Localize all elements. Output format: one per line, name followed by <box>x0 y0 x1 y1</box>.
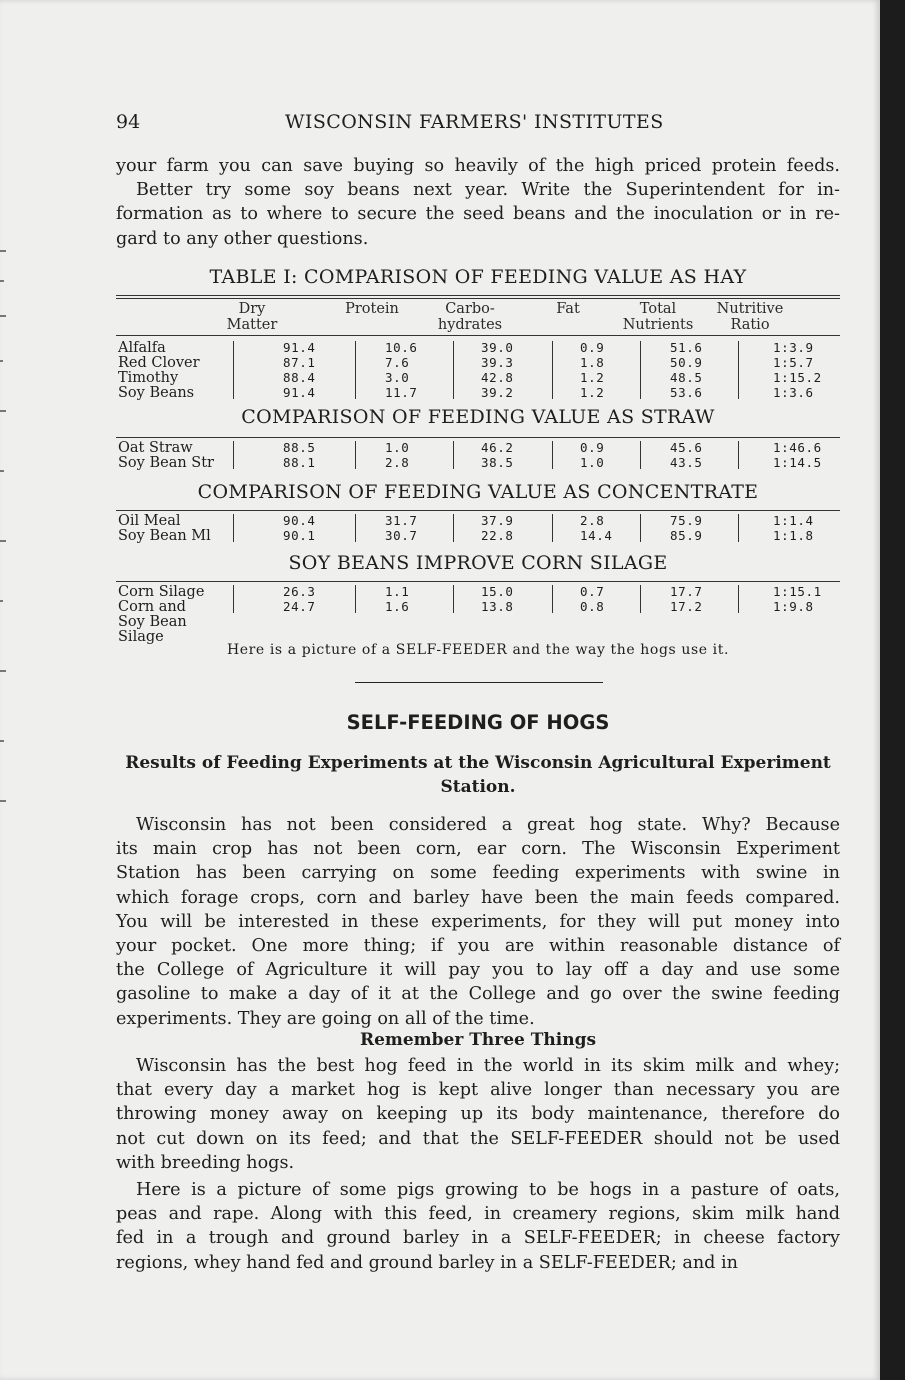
table-cell: 88.1 <box>283 455 316 470</box>
paragraph-pasture <box>116 1178 840 1275</box>
column-separator <box>453 341 454 399</box>
intro-paragraph <box>116 154 840 251</box>
column-separator <box>233 585 234 613</box>
column-separator <box>453 585 454 613</box>
table-cell: 7.6 <box>385 355 410 370</box>
section-rule <box>116 581 840 582</box>
table-cell: 17.7 <box>670 584 703 599</box>
table-row <box>116 385 846 400</box>
table-cell: 1.2 <box>580 370 605 385</box>
text-line: Here is a picture of some pigs growing to be hogs in a pasture of oats, <box>136 1180 840 1200</box>
page-edge-marks <box>0 240 10 840</box>
column-header <box>608 301 708 333</box>
table-cell: 53.6 <box>670 385 703 400</box>
subtitle-line: Station. <box>440 777 516 797</box>
text-line: not cut down on its feed; and that the SELF-FEEDER should not be used <box>116 1128 840 1149</box>
table-cell: 22.8 <box>481 528 514 543</box>
column-separator <box>738 585 739 613</box>
table-row <box>116 528 846 543</box>
table-cell: 31.7 <box>385 513 418 528</box>
section-title: COMPARISON OF FEEDING VALUE AS CONCENTRATE <box>197 481 759 503</box>
table-cell: 3.0 <box>385 370 410 385</box>
row-label: Soy Bean Str <box>118 455 214 471</box>
table-cell: 1:14.5 <box>773 455 822 470</box>
column-separator <box>233 514 234 542</box>
row-label: Oat Straw <box>118 440 193 456</box>
table-cell: 0.7 <box>580 584 605 599</box>
table-cell: 2.8 <box>580 513 605 528</box>
table-cell: 13.8 <box>481 599 514 614</box>
table-row <box>116 355 846 370</box>
column-header-line: hydrates <box>437 317 503 333</box>
text-line: that every day a market hog is kept alive longer than necessary you are <box>116 1080 840 1101</box>
paragraph-hog-state <box>116 813 840 1031</box>
table-cell: 90.4 <box>283 513 316 528</box>
text-line: You will be interested in these experiments, for they will put money into <box>116 911 840 932</box>
column-header-line: Protein <box>345 301 399 317</box>
article-subtitle <box>116 751 840 799</box>
column-separator <box>738 514 739 542</box>
column-separator <box>640 341 641 399</box>
text-line: throwing money away on keeping up its body maintenance, therefore do <box>116 1104 840 1125</box>
table-cell: 45.6 <box>670 440 703 455</box>
table-cell: 1:15.2 <box>773 370 822 385</box>
article-title: SELF-FEEDING OF HOGS <box>346 711 610 734</box>
text-line: Better try some soy beans next year. Write the Superintendent for in- <box>136 180 840 201</box>
row-label: Corn and <box>118 599 186 615</box>
table-cell: 1.2 <box>580 385 605 400</box>
table-row <box>116 370 846 385</box>
column-separator <box>738 341 739 399</box>
table-cell: 1.6 <box>385 599 410 614</box>
text-line: with breeding hogs. <box>116 1152 295 1173</box>
column-header-line: Total <box>639 301 677 317</box>
table-cell: 1:5.7 <box>773 355 814 370</box>
table-title: TABLE I: COMPARISON OF FEEDING VALUE AS HAY <box>209 266 747 288</box>
table-row <box>116 440 846 455</box>
page-number: 94 <box>116 111 141 133</box>
table-cell: 1.1 <box>385 584 410 599</box>
row-label: Corn Silage <box>118 584 205 600</box>
text-line: Wisconsin has not been considered a great hog state. Why? Because <box>136 815 840 835</box>
page-header <box>116 111 840 137</box>
table-cell: 50.9 <box>670 355 703 370</box>
text-line: Wisconsin has the best hog feed in the world in its skim milk and whey; <box>136 1056 840 1076</box>
table-cell: 51.6 <box>670 340 703 355</box>
remember-heading: Remember Three Things <box>359 1030 597 1050</box>
table-cell: 88.5 <box>283 440 316 455</box>
column-separator <box>640 514 641 542</box>
column-header-line: Fat <box>556 301 580 317</box>
text-line: your pocket. One more thing; if you are within reasonable distance of <box>116 936 840 957</box>
column-separator <box>233 441 234 469</box>
paragraph-three-things <box>116 1054 840 1175</box>
column-header-line: Nutrients <box>622 317 694 333</box>
table-cell: 1:15.1 <box>773 584 822 599</box>
table-cell: 0.9 <box>580 340 605 355</box>
column-separator <box>552 441 553 469</box>
column-separator <box>552 341 553 399</box>
table-row <box>116 455 846 470</box>
column-separator <box>552 585 553 613</box>
table-cell: 1:1.4 <box>773 513 814 528</box>
table-cell: 0.9 <box>580 440 605 455</box>
table-cell: 11.7 <box>385 385 418 400</box>
table-cell: 75.9 <box>670 513 703 528</box>
text-line: gard to any other questions. <box>116 228 369 249</box>
table-cell: 1.0 <box>385 440 410 455</box>
table-cell: 91.4 <box>283 340 316 355</box>
table-cell: 1:46.6 <box>773 440 822 455</box>
row-label: Alfalfa <box>118 340 166 356</box>
text-line: gasoline to make a day of it at the College and go over the swine feeding <box>116 984 840 1005</box>
text-line: peas and rape. Along with this feed, in creamery regions, skim milk hand <box>116 1204 840 1225</box>
row-label: Oil Meal <box>118 513 181 529</box>
section-rule <box>116 335 840 336</box>
table-cell: 87.1 <box>283 355 316 370</box>
column-separator <box>355 341 356 399</box>
row-label: Soy Beans <box>118 385 195 401</box>
column-header <box>528 301 608 317</box>
section-divider <box>355 682 603 683</box>
table-cell: 1:1.8 <box>773 528 814 543</box>
column-separator <box>640 585 641 613</box>
column-header <box>322 301 422 317</box>
subtitle-line: Results of Feeding Experiments at the Wisconsin Agricultural Experiment <box>125 753 831 773</box>
table-cell: 39.3 <box>481 355 514 370</box>
column-header-line: Matter <box>226 317 278 333</box>
table-cell: 30.7 <box>385 528 418 543</box>
row-label: Red Clover <box>118 355 200 371</box>
table-cell: 14.4 <box>580 528 613 543</box>
section-rule <box>116 510 840 511</box>
table-row <box>116 599 846 645</box>
column-header-line: Carbo- <box>445 301 495 317</box>
table-cell: 39.2 <box>481 385 514 400</box>
column-header <box>420 301 520 333</box>
section-title: COMPARISON OF FEEDING VALUE AS STRAW <box>241 406 715 428</box>
text-line: your farm you can save buying so heavily of the high priced protein feeds. <box>116 156 840 176</box>
column-separator <box>233 341 234 399</box>
section-title: SOY BEANS IMPROVE CORN SILAGE <box>288 552 668 574</box>
table-top-rule <box>116 295 840 296</box>
table-cell: 39.0 <box>481 340 514 355</box>
section-rule <box>116 437 840 438</box>
table-cell: 24.7 <box>283 599 316 614</box>
table-cell: 0.8 <box>580 599 605 614</box>
table-cell: 17.2 <box>670 599 703 614</box>
column-separator <box>355 514 356 542</box>
text-line: which forage crops, corn and barley have been the main feeds compared. <box>116 887 840 908</box>
table-cell: 26.3 <box>283 584 316 599</box>
text-line: Station has been carrying on some feeding experiments with swine in <box>116 863 840 884</box>
column-separator <box>355 585 356 613</box>
table-cell: 85.9 <box>670 528 703 543</box>
table-row <box>116 513 846 528</box>
text-line: its main crop has not been corn, ear corn. The Wisconsin Experiment <box>116 839 840 860</box>
column-header <box>700 301 800 333</box>
column-separator <box>453 514 454 542</box>
column-separator <box>738 441 739 469</box>
table-cell: 38.5 <box>481 455 514 470</box>
table-top-rule <box>116 298 840 299</box>
table-row <box>116 340 846 355</box>
table-cell: 10.6 <box>385 340 418 355</box>
column-header-line: Nutritive <box>716 301 784 317</box>
table-cell: 37.9 <box>481 513 514 528</box>
table-cell: 15.0 <box>481 584 514 599</box>
table-cell: 1:9.8 <box>773 599 814 614</box>
row-label: Timothy <box>118 370 179 386</box>
row-label: Soy Bean <box>118 614 187 630</box>
table-cell: 46.2 <box>481 440 514 455</box>
row-label: Silage <box>118 629 164 645</box>
column-header-line: Dry <box>238 301 266 317</box>
table-cell: 91.4 <box>283 385 316 400</box>
table-note: Here is a picture of a SELF-FEEDER and the way the hogs use it. <box>226 642 730 658</box>
table-cell: 2.8 <box>385 455 410 470</box>
column-separator <box>355 441 356 469</box>
table-cell: 90.1 <box>283 528 316 543</box>
text-line: formation as to where to secure the seed beans and the inoculation or in re- <box>116 204 840 225</box>
table-cell: 1:3.9 <box>773 340 814 355</box>
table-cell: 88.4 <box>283 370 316 385</box>
text-line: regions, whey hand fed and ground barley in a SELF-FEEDER; and in <box>116 1252 738 1273</box>
table-row <box>116 584 846 599</box>
running-title: WISCONSIN FARMERS' INSTITUTES <box>285 111 664 133</box>
table-cell: 1:3.6 <box>773 385 814 400</box>
table-cell: 48.5 <box>670 370 703 385</box>
column-header <box>197 301 307 333</box>
column-header-line: Ratio <box>730 317 770 333</box>
row-label: Soy Bean Ml <box>118 528 211 544</box>
column-separator <box>552 514 553 542</box>
column-separator <box>640 441 641 469</box>
table-cell: 42.8 <box>481 370 514 385</box>
table-cell: 1.8 <box>580 355 605 370</box>
text-line: fed in a trough and ground barley in a SELF-FEEDER; in cheese factory <box>116 1228 840 1249</box>
text-line: experiments. They are going on all of the time. <box>116 1008 535 1029</box>
text-line: the College of Agriculture it will pay you to lay off a day and use some <box>116 960 840 981</box>
table-cell: 1.0 <box>580 455 605 470</box>
column-separator <box>453 441 454 469</box>
table-cell: 43.5 <box>670 455 703 470</box>
